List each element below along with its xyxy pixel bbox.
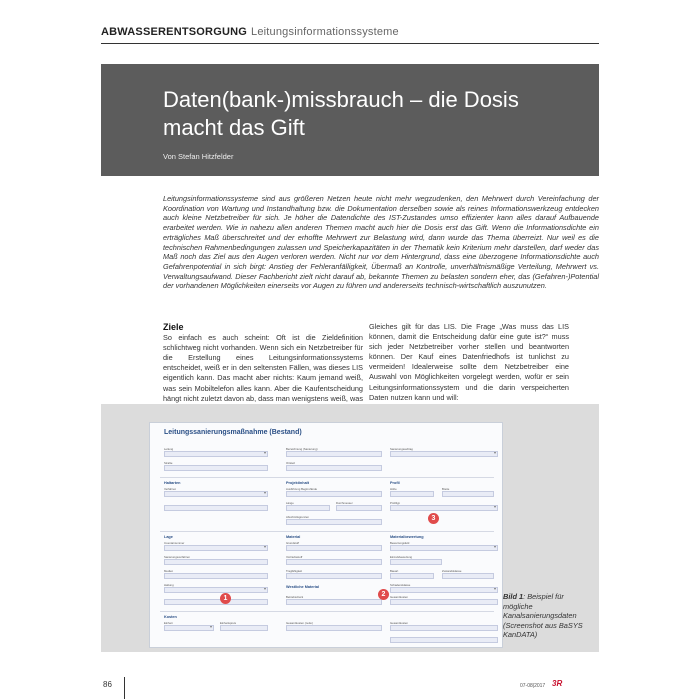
article-author: Von Stefan Hitzfelder — [163, 152, 234, 161]
form-label: Zustandsklasse — [442, 569, 462, 573]
form-label: Länge — [286, 501, 294, 505]
form-label: Haltung — [164, 583, 174, 587]
figure-caption — [503, 592, 595, 640]
form-label: Bezeichnung (Sanierung) — [286, 447, 318, 451]
form-field — [390, 451, 498, 457]
form-label: Straße — [164, 461, 173, 465]
form-field — [164, 599, 268, 605]
title-line-2: macht das Gift — [163, 115, 305, 140]
form-section-label: Kosten — [164, 615, 177, 619]
form-field — [390, 491, 434, 497]
form-section-label: Projektinhalt — [286, 481, 309, 485]
form-field — [164, 451, 268, 457]
form-label: Gesamtkosten — [390, 595, 409, 599]
form-label: Sanierungsauftrag — [390, 447, 413, 451]
form-title: Leitungssanierungsmaßnahme (Bestand) — [164, 429, 302, 436]
form-field — [286, 599, 382, 605]
form-field — [286, 559, 382, 565]
form-field — [164, 491, 268, 497]
form-label: Bauart — [390, 569, 399, 573]
form-label: Grundstoff — [286, 541, 300, 545]
form-field — [286, 491, 382, 497]
magazine-logo: 3R — [552, 679, 563, 688]
form-label: Einzelsbewertung — [390, 555, 413, 559]
form-section-label: Material — [286, 535, 301, 539]
form-screenshot — [149, 422, 503, 648]
form-section-label: Westliche Material — [286, 585, 320, 589]
form-field — [164, 559, 268, 565]
form-field — [390, 545, 498, 551]
form-label: Verfahren — [164, 487, 177, 491]
form-divider — [160, 611, 494, 612]
form-label: Vortriebsstoff — [286, 555, 303, 559]
form-label: Tragfähigkeit — [286, 569, 303, 573]
section-heading: Ziele — [163, 322, 184, 332]
column-left — [163, 322, 363, 414]
form-field — [390, 573, 434, 579]
callout-marker-3: 3 — [428, 513, 439, 524]
form-field — [286, 545, 382, 551]
form-label: Einheit — [164, 621, 173, 625]
form-field — [286, 465, 382, 471]
form-field — [164, 545, 268, 551]
form-field — [286, 519, 382, 525]
form-label: Medien — [164, 569, 174, 573]
form-divider — [160, 531, 494, 532]
form-field — [390, 559, 442, 565]
form-field — [164, 505, 268, 511]
form-label: Betriebsdruck — [286, 595, 304, 599]
article-title — [163, 86, 519, 142]
form-label: Durchmesser — [336, 501, 353, 505]
form-label: Höhe — [390, 487, 397, 491]
form-label: Schadensklasse — [390, 583, 411, 587]
section-header — [101, 26, 399, 38]
form-label: Inventarnummer — [164, 541, 185, 545]
form-field — [390, 587, 498, 593]
form-field — [286, 451, 382, 457]
form-field — [390, 505, 498, 511]
form-section-label: Lage — [164, 535, 173, 539]
page-number: 86 — [103, 680, 112, 689]
form-field — [164, 465, 268, 471]
form-field — [390, 599, 498, 605]
caption-text: : Beispiel für mögliche Kanalsanierungsdaten (Screenshot aus BaSYS KanDATA) — [503, 592, 583, 639]
form-label: Abschnittsgrenzen — [286, 515, 310, 519]
form-label: Gesamtkosten — [390, 621, 409, 625]
form-label: Einheitspreis — [220, 621, 237, 625]
form-section-label: Haltarten — [164, 481, 181, 485]
form-label: Leitung — [164, 447, 174, 451]
section-name: ABWASSERENTSORGUNG — [101, 26, 247, 38]
issue-label: 07-08|2017 — [520, 683, 546, 689]
form-field — [390, 637, 498, 643]
form-label: Sanierungsverfahren — [164, 555, 190, 559]
form-field — [390, 625, 498, 631]
callout-marker-2: 2 — [378, 589, 389, 600]
column-right — [369, 322, 569, 403]
form-divider — [160, 477, 494, 478]
form-field — [164, 573, 268, 579]
form-label: Ausführung Beginn/Ende — [286, 487, 318, 491]
body-paragraph-left: So einfach es auch scheint: Oft ist die Zieldefinition schlichtweg nicht vorhanden. Wenn sich ein Netzbetreiber für die Erstellung eines Leitungsinformationssystems entscheidet, weiß er in den seltensten Fällen, was dieses LIS eigentlich kann. Das macht aber nichts: Kaum jemand weiß, was sein Mobiltelefon alles kann. Aber die Kaufentscheidung hängt nicht zuletzt davon ab, dass man wenigstens weiß, was — [163, 333, 363, 403]
form-field — [336, 505, 382, 511]
form-section-label: Materialbewertung — [390, 535, 424, 539]
title-line-1: Daten(bank-)missbrauch – die Dosis — [163, 87, 519, 112]
form-field — [164, 625, 214, 631]
form-label: Bewertungsfeld — [390, 541, 410, 545]
form-field — [220, 625, 268, 631]
form-field — [164, 587, 268, 593]
body-paragraph-right: Gleiches gilt für das LIS. Die Frage „Was muss das LIS können, damit die Entscheidung dafür eine gute ist?“ muss sich jeder Netzbetreiber vorher stellen und beantworten können. Der Kauf eines Datenfriedhofs ist tunlichst zu vermeiden! Idealerweise sollte dem Netzbetreiber eine Auswahl von Möglichkeiten vorgelegt werden, wofür er sein Leitungsinformationssystem und die darin verspeicherten Daten nutzen kann und will: — [369, 322, 569, 402]
form-field — [286, 505, 330, 511]
form-field — [442, 573, 494, 579]
form-section-label: Profil — [390, 481, 400, 485]
footer-rule — [124, 677, 125, 699]
article-abstract: Leitungsinformationssysteme sind aus größeren Netzen heute nicht mehr wegzudenken, den Mehrwert durch Vereinfachung der Koordination von Wartung und Instandhaltung bzw. die Dokumentation derselben sowie als reines Informationswerkzeug entdecken auch kleine Netzbetreiber für sich. Je höher die Datendichte des IST-Zustandes umso effizienter kann alles darauf Aufbauende erarbeitet werden. Wie in nahezu allen anderen Themen macht auch hier die Dosis erst das Gift. Wenn die Informationsdichte ein erträgliches Maß überschreitet und der erhoffte Mehrwert zur Belastung wird, dann wurde das Thema überreizt. Nur weil es die technischen Rahmenbedingungen zulassen und Speicherkapazitäten in der Thematik kein Kriterium mehr darstellen, darf weder das Maß noch das Ziel aus den Augen verloren werden. Nicht nur vor dem Hintergrund, dass eine überzogene Informationsdichte auch Gefahrenpotential in sich birgt: Anstieg der Fehleranfälligkeit, Übermaß an Kontrolle, unverhältnismäßige Verteilung, Mehrwert vs. Verwaltungsaufwand. Dieser Fachbericht zielt nicht darauf ab, bekannte Themen zu belasten sondern eher, das (Gefahren-)Potential der vorhandenen Möglichkeiten einerseits vor Augen zu führen und andererseits technisch-wirtschaftlich auszunutzen. — [163, 194, 599, 291]
form-field — [286, 625, 382, 631]
form-label: Gesamtkosten (netto) — [286, 621, 313, 625]
form-label: Breite — [442, 487, 450, 491]
title-banner — [101, 64, 599, 176]
form-label: Ortsteil — [286, 461, 295, 465]
form-field — [286, 573, 382, 579]
callout-marker-1: 1 — [220, 593, 231, 604]
form-label: Profiltyp — [390, 501, 401, 505]
subsection-name: Leitungsinformationssysteme — [251, 26, 399, 38]
form-field — [442, 491, 494, 497]
caption-label: Bild 1 — [503, 592, 524, 601]
